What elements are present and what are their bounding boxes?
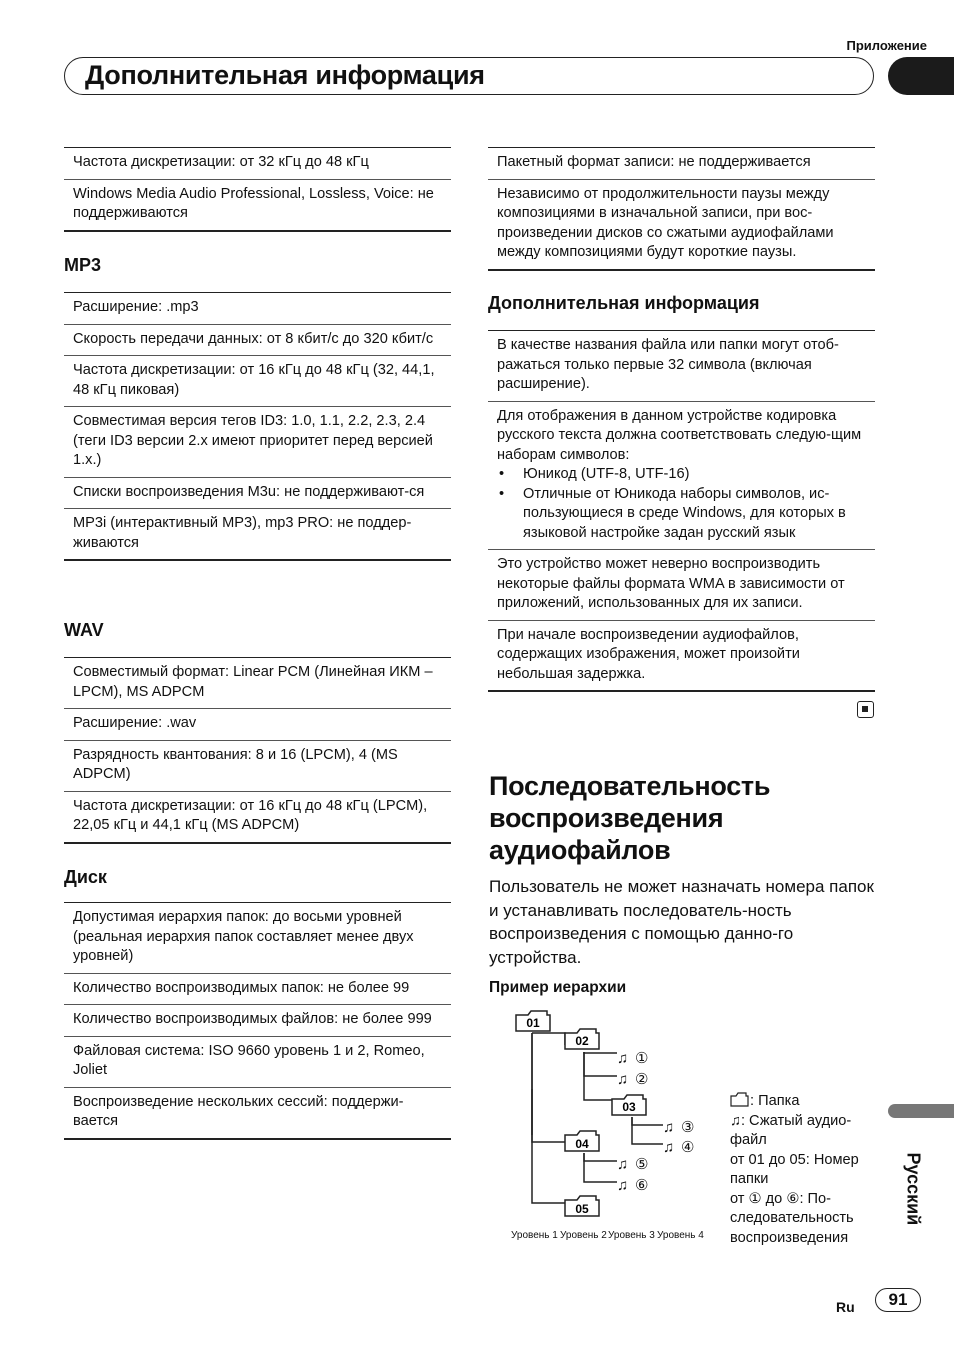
language-label: Русский — [903, 1152, 924, 1226]
page-title: Дополнительная информация — [85, 60, 485, 90]
playback-intro: Пользователь не может назначать номера папок и устанавливать последователь-ность воспроизведения с помощью данно-го устройства. — [489, 877, 874, 967]
list-item: • Отличные от Юникода наборы символов, ис-пользующиеся в среде Windows, для которых в языковой настройке задан русский язык — [497, 485, 866, 544]
track-number: ⑥ — [635, 1177, 649, 1194]
extra-info-section — [488, 293, 875, 692]
table-row: Скорость передачи данных: от 8 кбит/с до 320 кбит/с — [64, 325, 451, 357]
track-number: ⑤ — [635, 1156, 649, 1173]
table-row: Частота дискретизации: от 16 кГц до 48 кГц (LPCM), 22,05 кГц и 44,1 кГц (MS ADPCM) — [73, 797, 428, 833]
legend-folder: : Папка — [730, 1092, 880, 1112]
folder-label: 01 — [526, 1016, 540, 1030]
folder-label: 05 — [575, 1202, 589, 1216]
table-row: Списки воспроизведения M3u: не поддерживают-ся — [64, 478, 451, 510]
page-number: 91 — [875, 1288, 921, 1312]
table-row: Частота дискретизации: от 32 кГц до 48 кГц — [64, 148, 451, 180]
encoding-intro: Для отображения в данном устройстве кодировка русского текста должна соответствовать следую-щим наборам символов: — [497, 407, 862, 463]
page-title-banner — [64, 57, 874, 95]
track-number: ③ — [681, 1119, 695, 1136]
table-row: Количество воспроизводимых файлов: не более 999 — [64, 1005, 451, 1037]
left-top-table — [64, 147, 451, 232]
table-row: Это устройство может неверно воспроизводить некоторые файлы формата WMA в зависимости от приложений, использованных для их записи. — [488, 550, 875, 621]
extra-info-heading: Дополнительная информация — [488, 293, 760, 313]
wav-heading: WAV — [64, 620, 104, 640]
section-tab — [888, 57, 954, 95]
table-row: Количество воспроизводимых папок: не более 99 — [64, 974, 451, 1006]
folder-icon — [516, 1011, 550, 1031]
right-top-table — [488, 147, 875, 271]
music-note-icon: ♫ — [617, 1177, 629, 1194]
mp3-section — [64, 255, 451, 561]
appendix-label: Приложение — [846, 38, 927, 53]
diagram-legend — [730, 1092, 880, 1248]
folder-icon — [565, 1131, 599, 1151]
legend-folder-number: от 01 до 05: Номер папки — [730, 1151, 859, 1187]
table-row: Windows Media Audio Professional, Lossless, Voice: не поддерживаются — [73, 185, 434, 221]
legend-order: от ① до ⑥: По-следовательность воспроизведения — [730, 1190, 854, 1246]
level-label: Уровень 2 — [560, 1230, 607, 1241]
folder-label: 02 — [575, 1034, 589, 1048]
folder-icon — [565, 1029, 599, 1049]
music-note-icon: ♫ — [617, 1156, 629, 1173]
table-row: Расширение: .wav — [64, 709, 451, 741]
level-label: Уровень 4 — [657, 1230, 704, 1241]
table-row: Воспроизведение нескольких сессий: поддержи-вается — [73, 1093, 404, 1129]
music-note-icon: ♫ — [730, 1112, 741, 1129]
table-row: В качестве названия файла или папки могут отоб-ражаться только первые 32 символа (включая расширение). — [488, 331, 875, 402]
music-note-icon: ♫ — [663, 1119, 675, 1136]
table-row: При начале воспроизведении аудиофайлов, содержащих изображения, может произойти небольшая задержка. — [497, 626, 800, 682]
music-note-icon: ♫ — [663, 1139, 675, 1156]
table-row: MP3i (интерактивный MP3), mp3 PRO: не поддер-живаются — [73, 515, 412, 551]
language-tab — [888, 1104, 954, 1118]
table-row: Совместимая версия тегов ID3: 1.0, 1.1, 2.2, 2.3, 2.4 (теги ID3 версии 2.x имеют приоритет перед версией 1.x.) — [64, 407, 451, 478]
disc-section — [64, 867, 451, 1140]
table-row: Частота дискретизации: от 16 кГц до 48 кГц (32, 44,1, 48 кГц пиковая) — [64, 356, 451, 407]
table-row: Разрядность квантования: 8 и 16 (LPCM), 4 (MS ADPCM) — [64, 741, 451, 792]
music-note-icon: ♫ — [617, 1050, 629, 1067]
wav-section — [64, 620, 451, 844]
track-number: ④ — [681, 1139, 695, 1156]
section-end-icon — [857, 701, 874, 718]
language-code: Ru — [836, 1299, 855, 1315]
folder-icon — [612, 1095, 646, 1115]
table-row: Независимо от продолжительности паузы между композициями в изначальной записи, при вос-произведении дисков со сжатыми аудиофайлами между композициями будут короткие паузы. — [497, 185, 834, 260]
mp3-heading: MP3 — [64, 255, 102, 275]
folder-icon — [730, 1092, 750, 1107]
track-number: ① — [635, 1050, 649, 1067]
track-number: ② — [635, 1071, 649, 1088]
table-row: Совместимый формат: Linear PCM (Линейная ИКМ – LPCM), MS ADPCM — [64, 658, 451, 709]
table-row: Допустимая иерархия папок: до восьми уровней (реальная иерархия папок составляет менее двух уровней) — [64, 903, 451, 974]
table-row: Файловая система: ISO 9660 уровень 1 и 2, Romeo, Joliet — [64, 1037, 451, 1088]
folder-icon — [565, 1196, 599, 1216]
folder-label: 04 — [575, 1137, 589, 1151]
playback-order-title: Последовательность воспроизведения аудиофайлов — [489, 771, 771, 865]
table-row: Расширение: .mp3 — [64, 293, 451, 325]
list-item: • Юникод (UTF-8, UTF-16) — [497, 465, 866, 485]
table-row — [488, 402, 875, 551]
disc-heading: Диск — [64, 867, 107, 887]
legend-file: ♫: Сжатый аудио-файл — [730, 1112, 852, 1148]
encoding-list — [497, 465, 866, 543]
table-row: Пакетный формат записи: не поддерживается — [488, 148, 875, 180]
music-note-icon: ♫ — [617, 1071, 629, 1088]
example-heading: Пример иерархии — [489, 979, 627, 996]
level-label: Уровень 3 — [608, 1230, 655, 1241]
folder-label: 03 — [622, 1100, 636, 1114]
level-label: Уровень 1 — [511, 1230, 558, 1241]
hierarchy-diagram — [505, 1005, 725, 1245]
